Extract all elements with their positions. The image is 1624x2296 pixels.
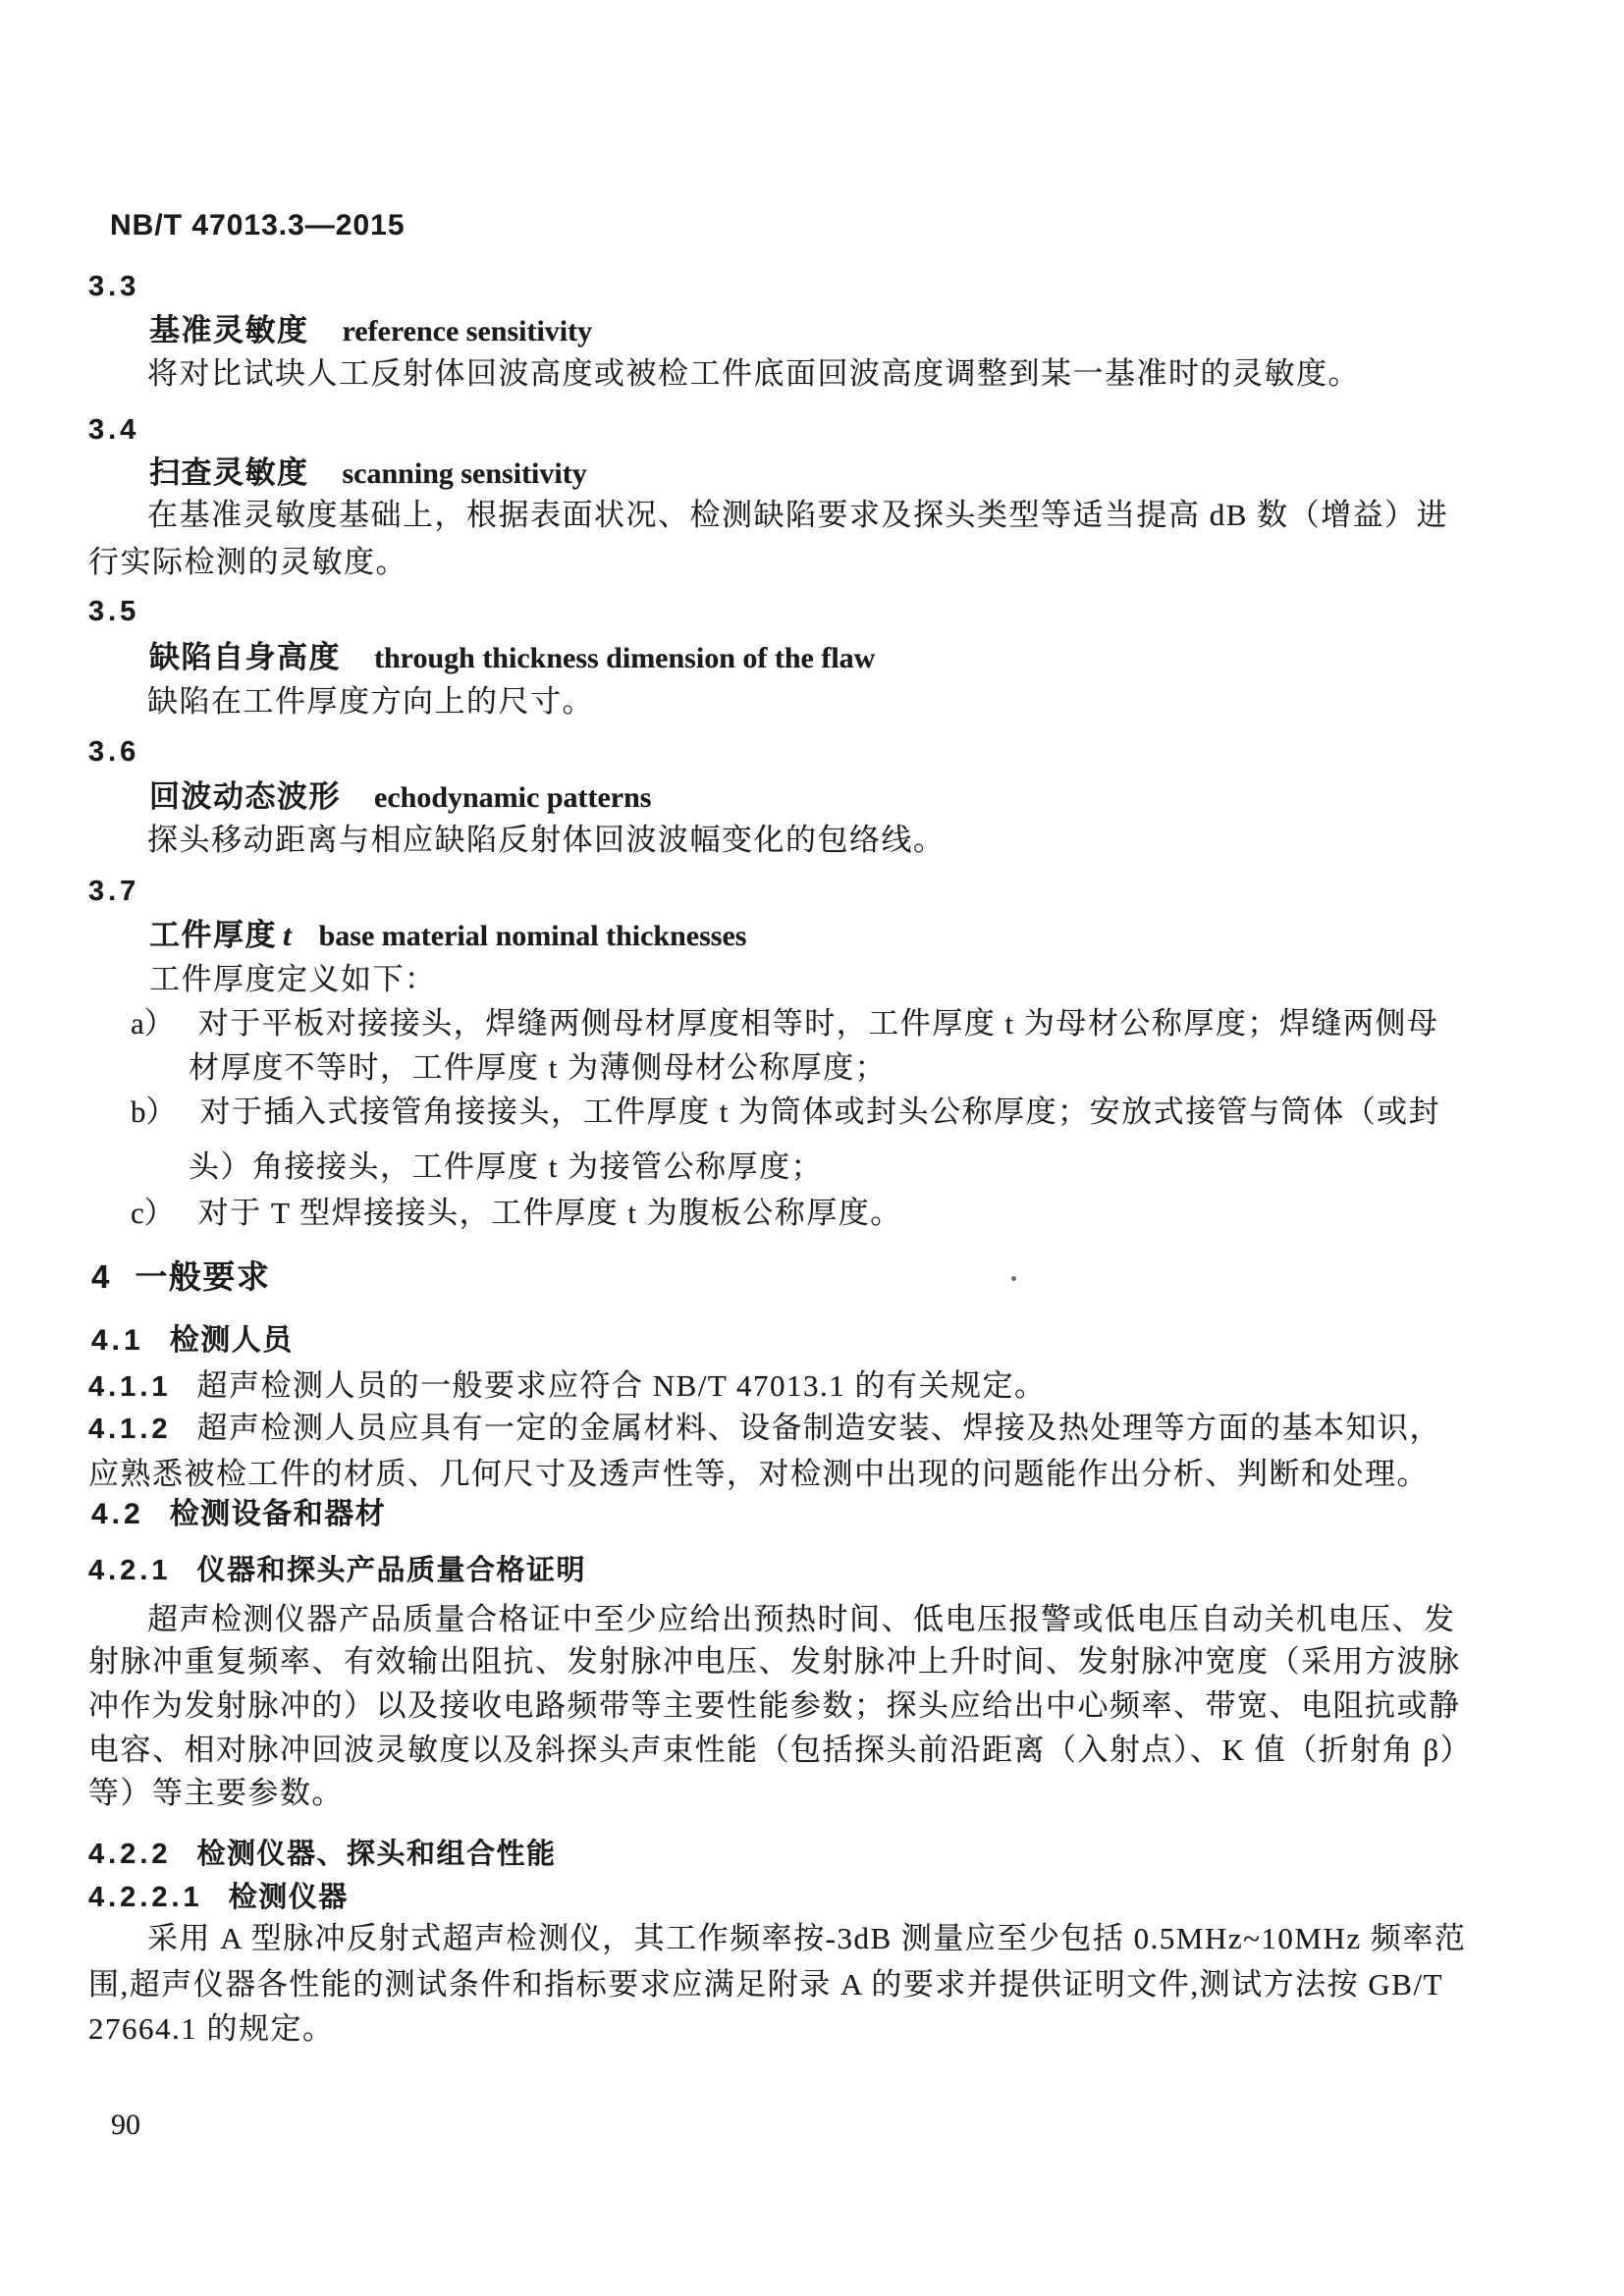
section-4-2-1-heading	[88, 1549, 586, 1592]
section-4-2-2-1-title: 检测仪器	[228, 1882, 349, 1913]
scan-artifact-dot	[1011, 1276, 1016, 1281]
term-en-3-6: echodynamic patterns	[374, 781, 652, 814]
list-item-c-marker: c）	[131, 1196, 175, 1230]
term-en-3-4: scanning sensitivity	[342, 457, 587, 490]
section-4-1-number: 4.1	[91, 1324, 144, 1357]
term-en-3-5: through thickness dimension of the flaw	[374, 642, 876, 674]
section-4-2-2-heading	[88, 1833, 557, 1876]
section-4-2-number: 4.2	[91, 1498, 144, 1530]
list-item-c-text1: 对于 T 型焊接接头，工件厚度 t 为腹板公称厚度。	[197, 1196, 902, 1230]
definition-3-3: 将对比试块人工反射体回波高度或被检工件底面回波高度调整到某一基准时的灵敏度。	[147, 356, 1360, 391]
definition-3-6: 探头移动距离与相应缺陷反射体回波波幅变化的包络线。	[147, 823, 946, 857]
term-zh-3-5: 缺陷自身高度	[149, 640, 341, 674]
section-4-2-1-number: 4.2.1	[88, 1555, 172, 1586]
definition-3-5: 缺陷在工件厚度方向上的尺寸。	[147, 684, 594, 719]
paragraph-4-2-1-line3: 冲作为发射脉冲的）以及接收电路频带等主要性能参数；探头应给出中心频率、带宽、电阻抗或静	[88, 1688, 1461, 1723]
clause-4-1-2-number: 4.1.2	[88, 1414, 172, 1445]
list-item-c-line1	[131, 1192, 902, 1235]
term-symbol-3-7: t	[283, 918, 292, 952]
list-item-a-marker: a）	[131, 1006, 175, 1041]
clause-4-1-2-text1: 超声检测人员应具有一定的金属材料、设备制造安装、焊接及热处理等方面的基本知识，	[196, 1411, 1441, 1445]
term-line-3-3	[149, 309, 592, 353]
term-line-3-6	[149, 775, 651, 820]
clause-4-1-1	[88, 1364, 1047, 1409]
clause-4-1-2-line2: 应熟悉被检工件的材质、几何尺寸及透声性等，对检测中出现的问题能作出分析、判断和处理。	[88, 1457, 1429, 1491]
list-item-a-text1: 对于平板对接接头，焊缝两侧母材厚度相等时，工件厚度 t 为母材公称厚度；焊缝两侧母	[197, 1006, 1439, 1041]
term-zh-3-6: 回波动态波形	[149, 779, 341, 814]
paragraph-4-2-2-1-line2: 围,超声仪器各性能的测试条件和指标要求应满足附录 A 的要求并提供证明文件,测试方法按 GB/T	[88, 1967, 1444, 2002]
term-zh-3-3: 基准灵敏度	[149, 313, 309, 347]
term-line-3-4	[149, 452, 587, 496]
paragraph-4-2-1-line1: 超声检测仪器产品质量合格证中至少应给出预热时间、低电压报警或低电压自动关机电压、发	[147, 1602, 1456, 1636]
clause-4-1-1-number: 4.1.1	[88, 1371, 172, 1403]
section-4-2-2-1-heading	[88, 1876, 349, 1919]
paragraph-4-2-1-line2: 射脉冲重复频率、有效输出阻抗、发射脉冲电压、发射脉冲上升时间、发射脉冲宽度（采用方波脉	[88, 1644, 1461, 1679]
list-item-a-line1	[131, 1002, 1438, 1045]
term-line-3-5	[149, 636, 875, 680]
term-zh-3-4: 扫查灵敏度	[149, 455, 309, 490]
definition-3-7-intro: 工件厚度定义如下：	[149, 962, 437, 996]
section-4-1-title: 检测人员	[169, 1324, 294, 1357]
definition-3-4-line1: 在基准灵敏度基础上，根据表面状况、检测缺陷要求及探头类型等适当提高 dB 数（增益）进	[147, 498, 1449, 532]
section-4-2-heading	[91, 1493, 386, 1536]
chapter-4-number: 4	[91, 1258, 110, 1295]
term-zh-3-7: 工件厚度	[149, 918, 277, 952]
section-number-3-6: 3.6	[88, 736, 140, 768]
definition-3-4-line2: 行实际检测的灵敏度。	[88, 545, 407, 579]
list-item-b-line1	[131, 1091, 1440, 1134]
section-number-3-4: 3.4	[88, 414, 140, 446]
term-line-3-7	[149, 914, 746, 958]
section-4-2-title: 检测设备和器材	[169, 1498, 387, 1530]
list-item-a-line2: 材厚度不等时，工件厚度 t 为薄侧母材公称厚度；	[189, 1050, 888, 1085]
term-en-3-7: base material nominal thicknesses	[318, 920, 747, 952]
section-4-2-1-title: 仪器和探头产品质量合格证明	[196, 1555, 587, 1586]
chapter-4-heading	[91, 1255, 270, 1299]
section-number-3-7: 3.7	[88, 876, 140, 907]
chapter-4-title: 一般要求	[135, 1258, 271, 1295]
section-4-2-2-title: 检测仪器、探头和组合性能	[196, 1839, 557, 1870]
paragraph-4-2-2-1-line1: 采用 A 型脉冲反射式超声检测仪，其工作频率按-3dB 测量应至少包括 0.5MHz~10MHz 频率范	[147, 1921, 1467, 1955]
section-number-3-5: 3.5	[88, 596, 140, 627]
list-item-b-text1: 对于插入式接管角接接头，工件厚度 t 为筒体或封头公称厚度；安放式接管与筒体（或封	[199, 1095, 1441, 1129]
section-4-2-2-number: 4.2.2	[88, 1839, 172, 1870]
section-4-1-heading	[91, 1319, 294, 1362]
page-number: 90	[111, 2109, 140, 2141]
list-item-b-line2: 头）角接接头，工件厚度 t 为接管公称厚度；	[189, 1149, 824, 1184]
page-header-standard-number: NB/T 47013.3—2015	[110, 209, 406, 241]
section-number-3-3: 3.3	[88, 271, 140, 302]
paragraph-4-2-1-line4: 电容、相对脉冲回波灵敏度以及斜探头声束性能（包括探头前沿距离（入射点）、K 值（折射角 β）	[88, 1733, 1473, 1767]
list-item-b-marker: b）	[131, 1095, 177, 1129]
paragraph-4-2-1-line5: 等）等主要参数。	[88, 1776, 344, 1810]
section-4-2-2-1-number: 4.2.2.1	[88, 1882, 203, 1913]
clause-4-1-2-line1	[88, 1407, 1441, 1451]
clause-4-1-1-text: 超声检测人员的一般要求应符合 NB/T 47013.1 的有关规定。	[196, 1368, 1047, 1403]
term-en-3-3: reference sensitivity	[342, 315, 593, 347]
paragraph-4-2-2-1-line3: 27664.1 的规定。	[88, 2011, 335, 2046]
